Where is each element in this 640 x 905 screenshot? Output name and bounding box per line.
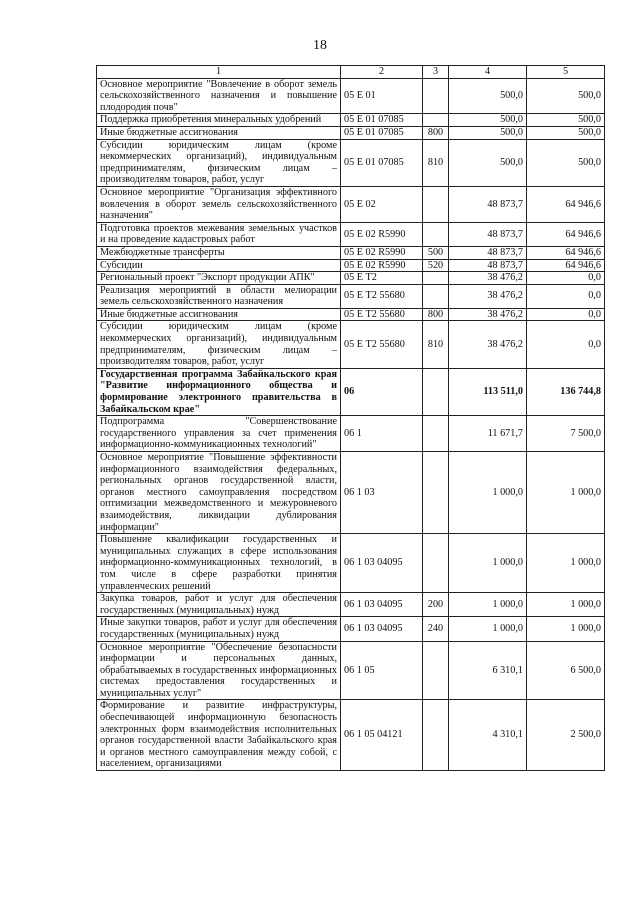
row-code-cell: 05 Е 02 — [341, 186, 423, 222]
header-cell: 3 — [423, 66, 449, 79]
row-name-cell: Повышение квалификации государственных и муниципальных служащих в сфере использования информационно-коммуникационных технологий, в том числе в сфере разработки принятия управленческих решений — [97, 534, 341, 593]
row-expense-type-cell — [423, 452, 449, 534]
row-code-cell: 06 1 03 04095 — [341, 534, 423, 593]
row-name-cell: Субсидии юридическим лицам (кроме некоммерческих организаций), индивидуальным предпринимателям, физическим лицам – производителям товаров, работ, услуг — [97, 139, 341, 186]
table-row — [97, 284, 605, 308]
row-value-cell: 64 946,6 — [527, 186, 605, 222]
row-expense-type-cell — [423, 78, 449, 114]
row-code-cell: 05 Е 02 R5990 — [341, 259, 423, 272]
row-value-cell: 0,0 — [527, 321, 605, 368]
row-value-cell: 1 000,0 — [449, 452, 527, 534]
header-cell: 2 — [341, 66, 423, 79]
table-row — [97, 368, 605, 415]
row-value-cell: 48 873,7 — [449, 186, 527, 222]
row-value-cell: 500,0 — [527, 126, 605, 139]
header-cell: 1 — [97, 66, 341, 79]
row-code-cell: 06 1 03 04095 — [341, 593, 423, 617]
row-expense-type-cell: 810 — [423, 321, 449, 368]
row-value-cell: 500,0 — [449, 139, 527, 186]
row-expense-type-cell: 810 — [423, 139, 449, 186]
row-value-cell: 4 310,1 — [449, 700, 527, 771]
row-expense-type-cell — [423, 700, 449, 771]
row-value-cell: 6 310,1 — [449, 641, 527, 700]
row-expense-type-cell — [423, 641, 449, 700]
row-code-cell: 06 1 05 — [341, 641, 423, 700]
row-name-cell: Основное мероприятие "Обеспечение безопасности информации и персональных данных, обрабатываемых в государственных информационных системах предоставления государственных и муниципальных услуг" — [97, 641, 341, 700]
table-row — [97, 114, 605, 127]
row-expense-type-cell: 500 — [423, 246, 449, 259]
row-value-cell: 500,0 — [449, 78, 527, 114]
row-value-cell: 38 476,2 — [449, 321, 527, 368]
row-value-cell: 500,0 — [527, 114, 605, 127]
row-value-cell: 0,0 — [527, 272, 605, 285]
row-name-cell: Поддержка приобретения минеральных удобрений — [97, 114, 341, 127]
row-value-cell: 6 500,0 — [527, 641, 605, 700]
row-code-cell: 05 Е 01 07085 — [341, 114, 423, 127]
row-value-cell: 1 000,0 — [449, 534, 527, 593]
row-name-cell: Субсидии юридическим лицам (кроме некоммерческих организаций), индивидуальным предпринимателям, физическим лицам – производителям товаров, работ, услуг — [97, 321, 341, 368]
row-name-cell: Государственная программа Забайкальского края "Развитие информационного общества и формирование электронного правительства в Забайкальском крае" — [97, 368, 341, 415]
row-code-cell: 05 Е 01 07085 — [341, 139, 423, 186]
table-row — [97, 617, 605, 641]
row-expense-type-cell: 800 — [423, 308, 449, 321]
table-row — [97, 78, 605, 114]
row-value-cell: 7 500,0 — [527, 416, 605, 452]
row-value-cell: 1 000,0 — [449, 593, 527, 617]
row-value-cell: 48 873,7 — [449, 259, 527, 272]
row-code-cell: 06 1 03 04095 — [341, 617, 423, 641]
row-name-cell: Подпрограмма "Совершенствование государственного управления за счет применения информационно-коммуникационных технологий" — [97, 416, 341, 452]
row-value-cell: 500,0 — [527, 78, 605, 114]
row-code-cell: 05 Е 01 — [341, 78, 423, 114]
row-expense-type-cell — [423, 416, 449, 452]
row-name-cell: Закупка товаров, работ и услуг для обеспечения государственных (муниципальных) нужд — [97, 593, 341, 617]
row-code-cell: 05 Е Т2 55680 — [341, 284, 423, 308]
row-name-cell: Реализация мероприятий в области мелиорации земель сельскохозяйственного назначения — [97, 284, 341, 308]
row-name-cell: Формирование и развитие инфраструктуры, обеспечивающей информационную безопасность электронных форм взаимодействия исполнительных органов государственной власти Забайкальского края и органов местного самоуправления между собой, с населением, организациями — [97, 700, 341, 771]
row-value-cell: 1 000,0 — [527, 534, 605, 593]
row-name-cell: Региональный проект "Экспорт продукции АПК" — [97, 272, 341, 285]
row-value-cell: 48 873,7 — [449, 222, 527, 246]
row-value-cell: 11 671,7 — [449, 416, 527, 452]
table-row — [97, 259, 605, 272]
table-header-row — [97, 66, 605, 79]
table-row — [97, 321, 605, 368]
row-expense-type-cell — [423, 114, 449, 127]
row-code-cell: 05 Е Т2 55680 — [341, 321, 423, 368]
row-value-cell: 38 476,2 — [449, 272, 527, 285]
header-cell: 5 — [527, 66, 605, 79]
row-name-cell: Субсидии — [97, 259, 341, 272]
table-row — [97, 416, 605, 452]
table-row — [97, 452, 605, 534]
row-code-cell: 06 1 05 04121 — [341, 700, 423, 771]
row-value-cell: 500,0 — [449, 114, 527, 127]
row-value-cell: 38 476,2 — [449, 308, 527, 321]
row-value-cell: 1 000,0 — [527, 617, 605, 641]
row-code-cell: 05 Е 02 R5990 — [341, 222, 423, 246]
row-expense-type-cell — [423, 534, 449, 593]
table-row — [97, 246, 605, 259]
row-value-cell: 1 000,0 — [527, 452, 605, 534]
row-code-cell: 06 1 — [341, 416, 423, 452]
row-value-cell: 48 873,7 — [449, 246, 527, 259]
row-name-cell: Межбюджетные трансферты — [97, 246, 341, 259]
table-row — [97, 700, 605, 771]
row-expense-type-cell — [423, 186, 449, 222]
table-row — [97, 593, 605, 617]
row-value-cell: 500,0 — [449, 126, 527, 139]
table-row — [97, 641, 605, 700]
page-number: 18 — [313, 38, 327, 53]
row-value-cell: 500,0 — [527, 139, 605, 186]
row-value-cell: 113 511,0 — [449, 368, 527, 415]
row-code-cell: 06 1 03 — [341, 452, 423, 534]
row-value-cell: 64 946,6 — [527, 222, 605, 246]
row-name-cell: Иные закупки товаров, работ и услуг для обеспечения государственных (муниципальных) нужд — [97, 617, 341, 641]
row-value-cell: 64 946,6 — [527, 259, 605, 272]
table-row — [97, 186, 605, 222]
row-code-cell: 05 Е 01 07085 — [341, 126, 423, 139]
table-row — [97, 534, 605, 593]
budget-table — [96, 65, 605, 771]
row-name-cell: Основное мероприятие "Вовлечение в оборот земель сельскохозяйственного назначения и повышение плодородия почв" — [97, 78, 341, 114]
table-row — [97, 272, 605, 285]
row-name-cell: Иные бюджетные ассигнования — [97, 308, 341, 321]
row-value-cell: 1 000,0 — [449, 617, 527, 641]
header-cell: 4 — [449, 66, 527, 79]
row-code-cell: 05 Е 02 R5990 — [341, 246, 423, 259]
table-row — [97, 139, 605, 186]
row-name-cell: Подготовка проектов межевания земельных участков и на проведение кадастровых работ — [97, 222, 341, 246]
row-expense-type-cell — [423, 272, 449, 285]
row-name-cell: Основное мероприятие "Повышение эффективности информационного взаимодействия федеральных, региональных органов государственной власти, органов местного самоуправления посредством оптимизации межведомственного и межуровневого взаимодействия, ликвидации дублирования информации" — [97, 452, 341, 534]
row-name-cell: Основное мероприятие "Организация эффективного вовлечения в оборот земель сельскохозяйственного назначения" — [97, 186, 341, 222]
row-code-cell: 06 — [341, 368, 423, 415]
row-expense-type-cell: 240 — [423, 617, 449, 641]
row-name-cell: Иные бюджетные ассигнования — [97, 126, 341, 139]
table-row — [97, 126, 605, 139]
row-expense-type-cell: 520 — [423, 259, 449, 272]
row-value-cell: 1 000,0 — [527, 593, 605, 617]
table-row — [97, 222, 605, 246]
row-value-cell: 2 500,0 — [527, 700, 605, 771]
row-value-cell: 64 946,6 — [527, 246, 605, 259]
table-row — [97, 308, 605, 321]
row-expense-type-cell: 200 — [423, 593, 449, 617]
row-value-cell: 0,0 — [527, 284, 605, 308]
row-expense-type-cell — [423, 368, 449, 415]
row-value-cell: 0,0 — [527, 308, 605, 321]
row-expense-type-cell — [423, 222, 449, 246]
row-code-cell: 05 Е Т2 55680 — [341, 308, 423, 321]
row-expense-type-cell: 800 — [423, 126, 449, 139]
row-value-cell: 38 476,2 — [449, 284, 527, 308]
row-code-cell: 05 Е Т2 — [341, 272, 423, 285]
row-value-cell: 136 744,8 — [527, 368, 605, 415]
row-expense-type-cell — [423, 284, 449, 308]
